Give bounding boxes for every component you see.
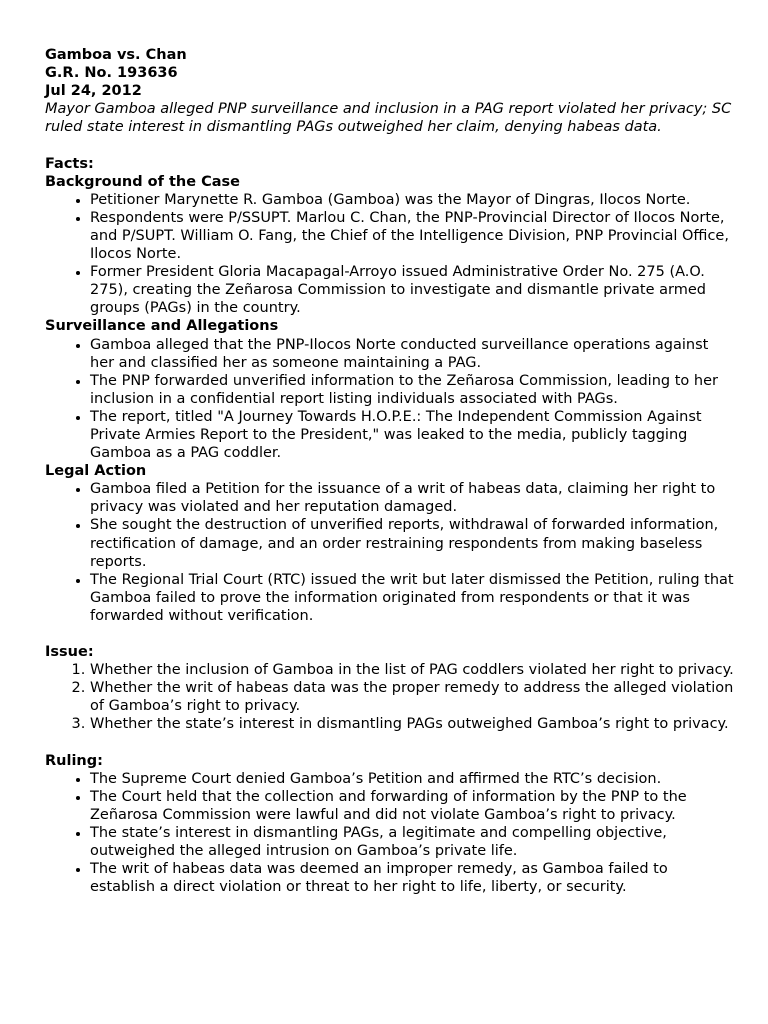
section-title-background: Background of the Case — [45, 173, 240, 190]
case-summary: Mayor Gamboa alleged PNP surveillance and inclusion in a PAG report violated her privacy; SC ruled state interest in dismantling PAGs outweighed her claim, denying habeas data. — [45, 101, 732, 136]
spacer — [45, 734, 735, 752]
list-item: 2. Whether the writ of habeas data was the proper remedy to address the alleged violation of Gamboa’s right to privacy. — [90, 679, 735, 715]
surveillance-list — [45, 336, 735, 463]
list-item: 1. Whether the inclusion of Gamboa in the list of PAG coddlers violated her right to privacy. — [90, 661, 735, 679]
list-item: • The state’s interest in dismantling PAGs, a legitimate and compelling objective, outweighed the alleged intrusion on Gamboa’s private life. — [90, 824, 735, 860]
list-item: • Petitioner Marynette R. Gamboa (Gamboa) was the Mayor of Dingras, Ilocos Norte. — [90, 191, 735, 209]
gr-number: G.R. No. 193636 — [45, 65, 178, 82]
document-page — [45, 46, 735, 896]
list-item: • The writ of habeas data was deemed an improper remedy, as Gamboa failed to establish a direct violation or threat to her right to life, liberty, or security. — [90, 860, 735, 896]
spacer — [45, 625, 735, 643]
list-item: • She sought the destruction of unverified reports, withdrawal of forwarded information, rectification of damage, and an order restraining respondents from making baseless reports. — [90, 516, 735, 570]
facts-heading: Facts: — [45, 155, 94, 172]
list-item: • Gamboa filed a Petition for the issuance of a writ of habeas data, claiming her right to privacy was violated and her reputation damaged. — [90, 480, 735, 516]
list-item: • Former President Gloria Macapagal-Arroyo issued Administrative Order No. 275 (A.O. 275), creating the Zeñarosa Commission to investigate and dismantle private armed groups (PAGs) in the country. — [90, 263, 735, 317]
list-item: • The PNP forwarded unverified information to the Zeñarosa Commission, leading to her inclusion in a confidential report listing individuals associated with PAGs. — [90, 372, 735, 408]
list-item: • Gamboa alleged that the PNP-Ilocos Norte conducted surveillance operations against her and classified her as someone maintaining a PAG. — [90, 336, 735, 372]
list-item: • The Court held that the collection and forwarding of information by the PNP to the Zeñarosa Commission were lawful and did not violate Gamboa’s right to privacy. — [90, 788, 735, 824]
list-item: • The Regional Trial Court (RTC) issued the writ but later dismissed the Petition, ruling that Gamboa failed to prove the information originated from respondents or that it was forwarded without verification. — [90, 571, 735, 625]
background-list — [45, 191, 735, 318]
list-item: • The report, titled "A Journey Towards H.O.P.E.: The Independent Commission Against Private Armies Report to the President," was leaked to the media, publicly tagging Gamboa as a PAG coddler. — [90, 408, 735, 462]
issue-list — [45, 661, 735, 733]
decision-date: Jul 24, 2012 — [45, 83, 142, 100]
ruling-heading: Ruling: — [45, 752, 103, 769]
spacer — [45, 136, 735, 154]
list-item: 3. Whether the state’s interest in dismantling PAGs outweighed Gamboa’s right to privacy. — [90, 715, 735, 733]
legal-action-list — [45, 480, 735, 625]
list-item: • The Supreme Court denied Gamboa’s Petition and affirmed the RTC’s decision. — [90, 770, 735, 788]
section-title-legal-action: Legal Action — [45, 463, 147, 480]
section-title-surveillance: Surveillance and Allegations — [45, 318, 279, 335]
ruling-list — [45, 770, 735, 897]
case-title: Gamboa vs. Chan — [45, 47, 187, 63]
issue-heading: Issue: — [45, 644, 94, 661]
list-item: • Respondents were P/SSUPT. Marlou C. Chan, the PNP-Provincial Director of Ilocos Norte, and P/SUPT. William O. Fang, the Chief of the Intelligence Division, PNP Provincial Office, Ilocos Norte. — [90, 209, 735, 263]
